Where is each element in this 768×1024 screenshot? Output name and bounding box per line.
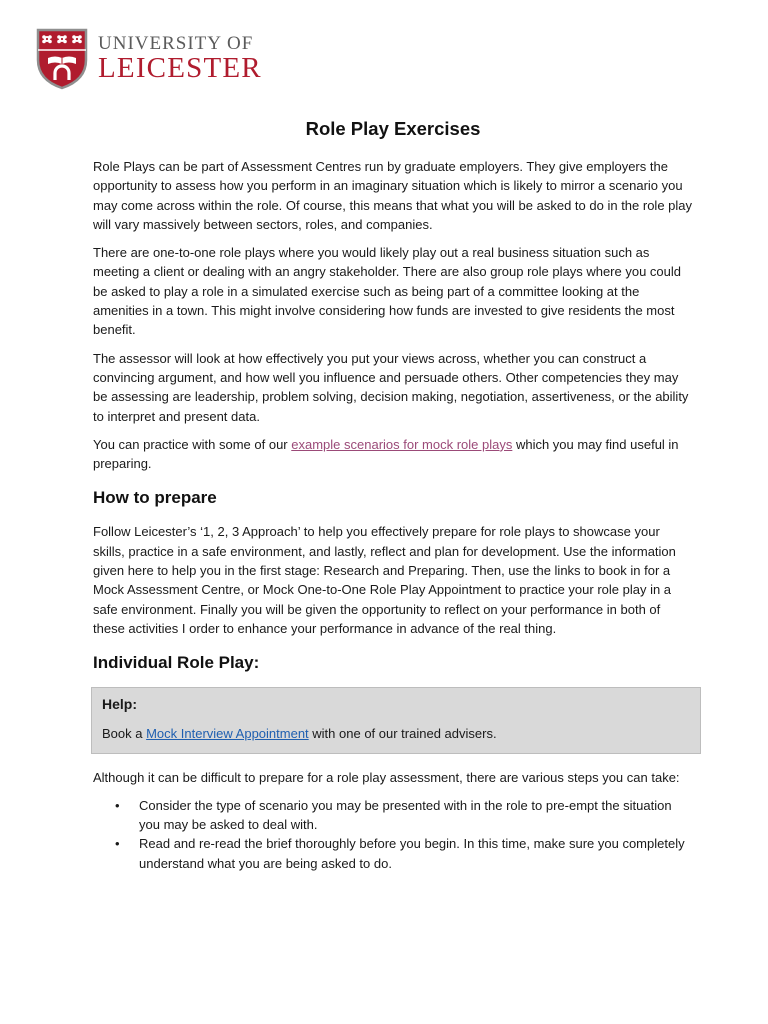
how-to-prepare-heading: How to prepare <box>93 488 217 508</box>
intro-paragraph: Role Plays can be part of Assessment Centres run by graduate employers. They give employers the opportunity to assess how you perform in an imaginary situation which is likely to mirror a scenario you may come across within the role. Of course, this means that what you will be asked to do in the role play will vary massively between sectors, roles, and companies. <box>93 159 693 232</box>
university-logo <box>36 28 262 90</box>
university-crest-icon <box>36 28 88 90</box>
help-box <box>91 687 701 753</box>
practice-text-after: which you may find useful in preparing. <box>93 436 679 472</box>
how-to-prepare-paragraph: Follow Leicester’s ‘1, 2, 3 Approach’ to help you effectively prepare for role plays to showcase your skills, practice in a safe environment, and lastly, reflect and plan for development. Use the information given here to help you in the first stage: Research and Preparing. Then, use the links to book in for a Mock Assessment Centre, or Mock One-to-One Role Play Appointment to practice your role play in a safe environment. Finally you will be given the opportunity to reflect on your performance in both of these activities I order to enhance your performance in advance of the real thing. <box>93 524 676 636</box>
list-item <box>115 834 693 873</box>
logo-line-leicester: LEICESTER <box>98 52 262 84</box>
help-text-after: with one of our trained advisers. <box>308 726 497 742</box>
list-item-text: Read and re-read the brief thoroughly before you begin. In this time, make sure you completely understand what you are being asked to do. <box>139 836 685 871</box>
help-title: Help: <box>102 696 137 713</box>
page-title: Role Play Exercises <box>305 118 481 139</box>
example-scenarios-link[interactable]: example scenarios for mock role plays <box>291 436 513 452</box>
help-text <box>102 724 690 743</box>
logo-wordmark <box>98 34 262 83</box>
list-item <box>115 796 693 835</box>
role-play-types-paragraph: There are one-to-one role plays where you would likely play out a real business situation such as meeting a client or dealing with an angry stakeholder. There are also group role plays where you could be asked to play a role in a simulated exercise such as being part of a committee looking at the amenities in a town. This might involve considering how funds are invested to give residents the most benefit. <box>93 245 681 338</box>
bullet-icon: • <box>115 797 120 813</box>
practice-text-before: You can practice with some of our <box>93 436 292 452</box>
list-item-text: Consider the type of scenario you may be presented with in the role to pre-empt the situation you may be asked to deal with. <box>139 797 672 833</box>
steps-intro-paragraph: Although it can be difficult to prepare for a role play assessment, there are various steps you can take: <box>93 769 680 785</box>
help-text-before: Book a <box>102 726 147 742</box>
steps-list <box>93 796 693 873</box>
bullet-icon: • <box>115 836 120 852</box>
practice-paragraph <box>93 435 693 474</box>
logo-line-university-of: UNIVERSITY OF <box>98 33 254 54</box>
document-content <box>93 116 693 873</box>
assessor-paragraph: The assessor will look at how effectively you put your views across, whether you can construct a convincing argument, and how well you influence and persuade others. Other competencies they may be assessing are leadership, problem solving, decision making, negotiation, assertiveness, or the ability to interpret and present data. <box>93 350 689 424</box>
mock-interview-appointment-link[interactable]: Mock Interview Appointment <box>146 726 309 742</box>
individual-role-play-heading: Individual Role Play: <box>93 653 260 673</box>
